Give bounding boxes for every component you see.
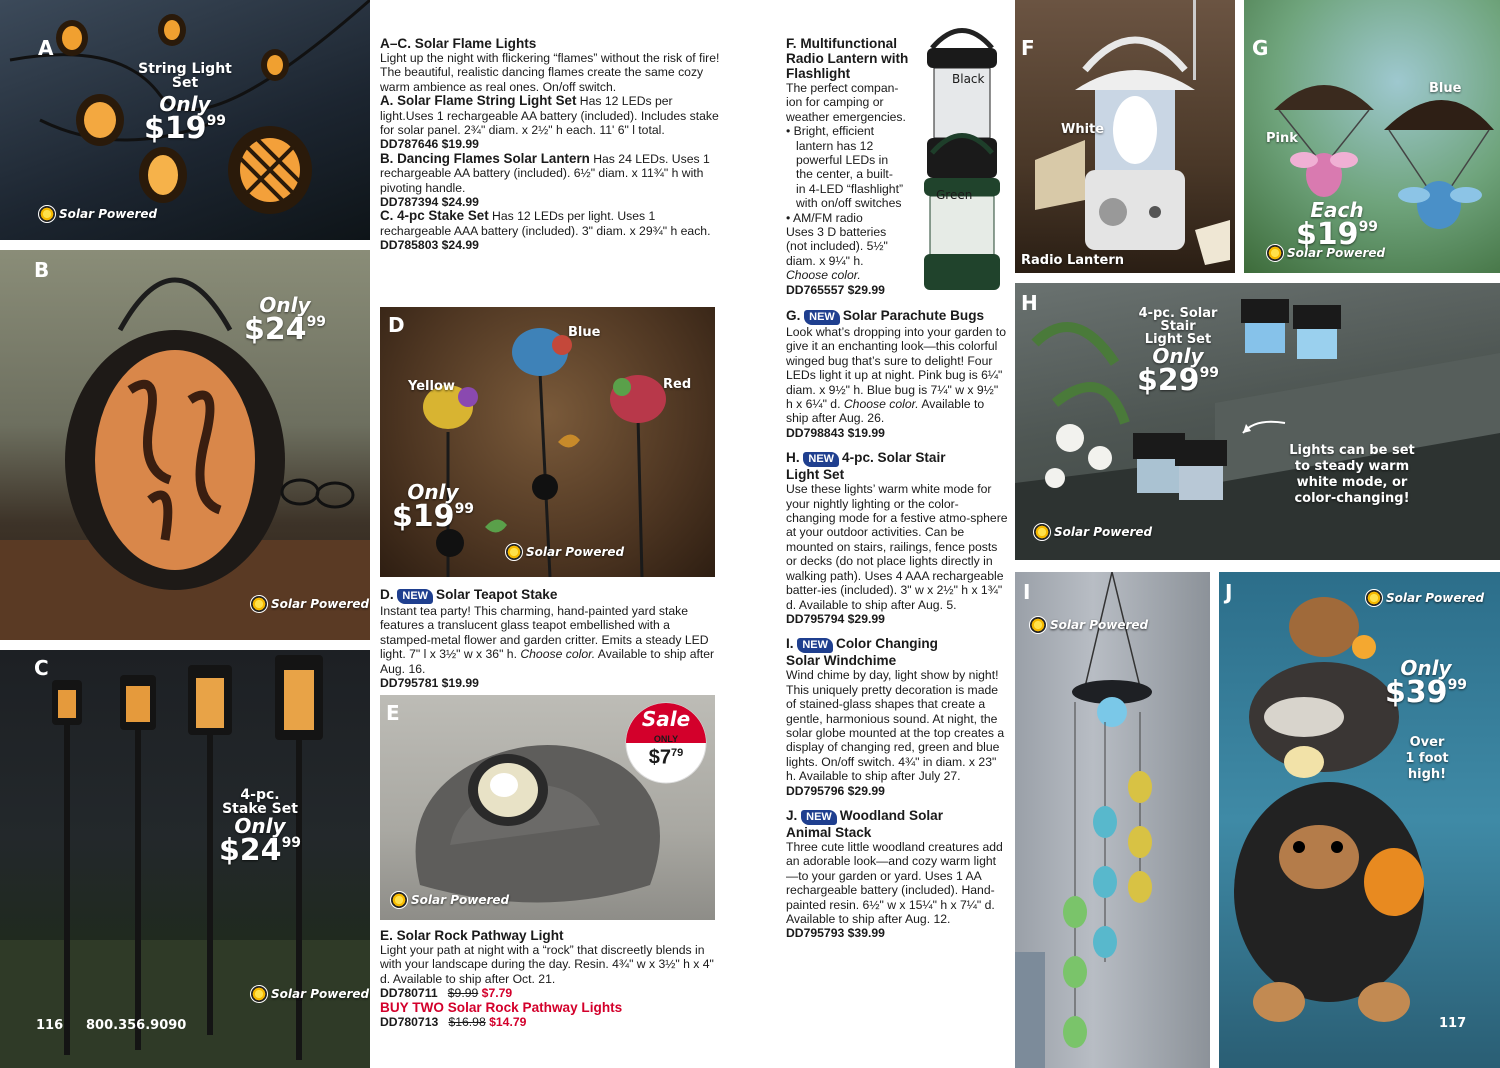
product-b-title: B. Dancing Flames Solar Lantern xyxy=(380,150,590,166)
price-cents: 99 xyxy=(454,501,475,517)
product-j-title-2: Animal Stack xyxy=(786,824,872,840)
panel-h-stair-lights xyxy=(1015,283,1500,560)
badge-label: Solar Powered xyxy=(271,597,370,611)
product-i-title-1: Color Changing xyxy=(836,636,938,652)
product-f-line: diam. x 9¼" h. xyxy=(786,253,864,268)
product-g-sku: DD798843 $19.99 xyxy=(786,425,885,440)
product-a-sku: DD787646 $19.99 xyxy=(380,137,479,152)
color-label-yellow: Yellow xyxy=(408,379,455,394)
product-h-title-row xyxy=(786,450,1008,467)
product-a-desc: Has 12 LEDs per light.Uses 1 rechargeable AA battery (included). Includes stake for solar panel. 2¾" diam. x 2½" h each. 11' 6" l total. xyxy=(380,94,719,138)
photo-caption: Radio Lantern xyxy=(1021,253,1125,268)
product-letter: H. xyxy=(786,450,800,466)
product-j-title-1: Woodland Solar xyxy=(839,807,944,823)
price-cents: 99 xyxy=(281,835,302,851)
sun-icon xyxy=(250,595,268,613)
solar-powered-badge xyxy=(250,595,369,613)
product-f-line: weather emergencies. xyxy=(786,109,906,124)
desc-text-2: Available to ship after Aug. 16. xyxy=(380,647,715,676)
product-j-title-row xyxy=(786,808,1008,825)
product-f-line: Choose color. xyxy=(786,268,861,283)
product-f-line: in 4-LED “flashlight” xyxy=(796,181,904,196)
product-g-title-row xyxy=(786,308,1008,325)
color-label-black: Black xyxy=(952,72,985,86)
sun-icon xyxy=(250,985,268,1003)
size-note xyxy=(1395,735,1459,783)
copy-block-e xyxy=(380,928,715,1029)
sale-only: ONLY xyxy=(653,734,679,744)
offer-title-line1: 4-pc. Solar Stair xyxy=(1138,306,1218,334)
product-e-sku-row xyxy=(380,986,715,1000)
lantern-colors-illustration xyxy=(912,8,1012,293)
spacer xyxy=(786,440,1008,450)
price: $24 xyxy=(243,312,307,347)
color-label-pink: Pink xyxy=(1266,131,1298,146)
sku: DD780713 xyxy=(380,1015,439,1030)
product-c xyxy=(380,209,720,238)
desc-text: Instant tea party! This charming, hand-painted yard stake features a translucent glass teapot embellished with a stamped-metal flower and garden critter. Emits a steady LED light. 7" l x 3½" w x 36" h. xyxy=(380,604,709,662)
panel-letter: A xyxy=(38,36,54,60)
product-f-line: lantern has 12 xyxy=(796,138,874,153)
panel-letter: J xyxy=(1225,580,1233,604)
product-i-title-2: Solar Windchime xyxy=(786,653,897,669)
badge-label: Solar Powered xyxy=(1287,246,1386,260)
price-cents: 99 xyxy=(1358,219,1379,235)
new-badge: NEW xyxy=(801,810,837,825)
product-f-title-2: Radio Lantern with xyxy=(786,51,909,66)
each-label: Each xyxy=(1310,198,1364,222)
product-a xyxy=(380,94,720,137)
panel-letter: G xyxy=(1252,36,1269,60)
price-callout xyxy=(240,295,330,345)
offer-title-line1: 4-pc. xyxy=(240,787,280,803)
sale-price xyxy=(626,744,706,767)
price-cents: 99 xyxy=(306,314,327,330)
panel-g-parachute-bugs xyxy=(1244,0,1500,273)
product-i-title-row xyxy=(786,636,1008,653)
product-letter: D. xyxy=(380,587,394,602)
badge-label: Solar Powered xyxy=(411,893,510,907)
product-c-desc: Has 12 LEDs per light. Uses 1 rechargeable AAA battery (included). 3" diam. x 29¾" h each. xyxy=(380,209,711,238)
only-label: Only xyxy=(159,92,211,116)
sale-price-text: $7.79 xyxy=(481,986,513,1001)
product-i-desc: Wind chime by day, light show by night! This uniquely pretty decoration is made of stained-glass shapes that create a gentle, harmonious sound. At night, the solar globe mounted at the top creates a display of changing red, green and blue lights. On/off switch. 4¾" in diam. x 23" h. Available to ship after July 27. xyxy=(786,668,1005,784)
product-h-sku: DD795794 $29.99 xyxy=(786,611,885,626)
product-e-sku2-row xyxy=(380,1015,715,1029)
price-callout xyxy=(388,482,478,532)
sku: DD780711 xyxy=(380,986,438,1001)
sun-icon xyxy=(505,543,523,561)
copy-block-g xyxy=(786,308,1008,941)
panel-letter: H xyxy=(1021,291,1038,315)
only-label: Only xyxy=(1152,344,1204,368)
price-callout xyxy=(130,62,240,144)
spacer xyxy=(786,798,1008,808)
product-j-sku: DD795793 $39.99 xyxy=(786,926,885,941)
sale-price-text: $14.79 xyxy=(489,1015,527,1030)
product-g-title: Solar Parachute Bugs xyxy=(842,308,985,323)
price: $39 xyxy=(1384,675,1448,710)
only-label: Only xyxy=(1400,656,1452,680)
product-f-sku: DD765557 $29.99 xyxy=(786,282,885,297)
price-callout xyxy=(215,788,305,866)
sun-icon xyxy=(1029,616,1047,634)
price-callout xyxy=(1272,200,1402,250)
offer-title: String Light Set xyxy=(138,61,232,91)
only-label: Only xyxy=(407,480,459,504)
sale-burst xyxy=(626,707,706,767)
offer-title-line2: Light Set xyxy=(1144,332,1212,347)
solar-powered-badge xyxy=(1365,589,1484,607)
solar-powered-badge xyxy=(38,205,157,223)
solar-powered-badge xyxy=(390,891,509,909)
sun-icon xyxy=(1266,244,1284,262)
phone-number: 800.356.9090 xyxy=(86,1018,187,1033)
price: $19 xyxy=(391,499,455,534)
size-note-line: 1 foot xyxy=(1405,751,1449,766)
desc-text: Look what’s dropping into your garden to give it an enchanting look—this colorful winged bug that’s sure to delight! Four LEDs light it up at night. Pink bug is 6¼" diam. x 9½" h. Blue bug is 7¼" w x 9½" h x 6¼" d. xyxy=(786,325,1006,412)
product-i-sku: DD795796 $29.99 xyxy=(786,783,885,798)
animal-stack-illustration xyxy=(1219,572,1500,1068)
copy-block-a-c xyxy=(380,36,720,253)
price: $24 xyxy=(218,833,282,868)
product-g-desc xyxy=(786,325,1008,426)
size-note-line: high! xyxy=(1407,767,1447,782)
only-label: Only xyxy=(234,814,286,838)
torch-stakes-illustration xyxy=(0,650,370,1068)
product-f-line: ion for camping or xyxy=(786,95,884,110)
windchime-illustration xyxy=(1015,572,1210,1068)
mode-note-line: color-changing! xyxy=(1294,491,1410,506)
section-heading: A–C. Solar Flame Lights xyxy=(380,36,537,51)
product-d-desc xyxy=(380,604,715,676)
panel-i-windchime xyxy=(1015,572,1210,1068)
panel-e-rock-light xyxy=(380,695,715,920)
panel-j-animal-stack xyxy=(1219,572,1500,1068)
radio-lantern-illustration xyxy=(1015,0,1235,273)
badge-label: Solar Powered xyxy=(1386,591,1485,605)
panel-c-stake-set xyxy=(0,650,370,1068)
price-cents: 99 xyxy=(206,113,227,129)
new-badge: NEW xyxy=(397,589,433,604)
product-f-line: with on/off switches xyxy=(796,196,902,211)
price-callout xyxy=(1123,307,1233,396)
badge-label: Solar Powered xyxy=(271,987,370,1001)
price: $19 xyxy=(143,111,207,146)
product-e-desc: Light your path at night with a “rock” that discreetly blends in with your landscape during the day. Resin. 4¾" w x 3½" h x 4" d. Available to ship after Oct. 21. xyxy=(380,943,714,986)
old-price: $16.98 xyxy=(448,1015,486,1030)
panel-letter: C xyxy=(34,656,49,680)
solar-powered-badge xyxy=(505,543,624,561)
panel-letter: D xyxy=(388,313,405,337)
size-note-line: Over xyxy=(1409,735,1445,750)
product-f-title-3: Flashlight xyxy=(786,66,851,81)
teapot-stakes-illustration xyxy=(380,307,715,577)
product-j-desc: Three cute little woodland creatures add an adorable look—and cozy warm light—to your garden or yard. Uses 1 AA rechargeable battery (included). Hand-painted resin. 6½" w x 15¼" h x 7¼" d. Available to ship after Aug. 12. xyxy=(786,839,1003,926)
choose-color-note: Choose color. xyxy=(843,397,919,412)
new-badge: NEW xyxy=(804,310,840,325)
panel-letter: F xyxy=(1021,36,1035,60)
solar-powered-badge xyxy=(1033,523,1152,541)
product-f-line: • AM/FM radio xyxy=(786,210,863,225)
product-letter: G. xyxy=(786,308,801,323)
sale-price-cents: 79 xyxy=(671,747,684,759)
panel-a-string-lights xyxy=(0,0,370,240)
color-label-blue: Blue xyxy=(1429,81,1462,96)
badge-label: Solar Powered xyxy=(526,545,625,559)
price-cents: 99 xyxy=(1199,365,1220,381)
copy-block-d xyxy=(380,587,715,690)
product-letter: J. xyxy=(786,807,798,823)
spacer xyxy=(786,626,1008,636)
mode-note-line: white mode, or xyxy=(1296,475,1408,490)
price-cents: 99 xyxy=(1447,677,1468,693)
product-f-line: powerful LEDs in xyxy=(796,153,889,168)
product-d-title-row xyxy=(380,587,715,604)
sale-price-dollars: $7 xyxy=(648,746,671,769)
solar-powered-badge xyxy=(1266,244,1385,262)
desc-text-2: Available to ship after Aug. 26. xyxy=(786,397,985,426)
color-label-white: White xyxy=(1061,122,1105,137)
product-d-title: Solar Teapot Stake xyxy=(436,587,558,602)
panel-letter: B xyxy=(34,258,50,282)
mode-note-line: to steady warm xyxy=(1294,459,1410,474)
color-label-blue: Blue xyxy=(568,325,601,340)
buy-two-offer: BUY TWO Solar Rock Pathway Lights xyxy=(380,999,623,1015)
sale-label: Sale xyxy=(641,707,691,731)
panel-b-lantern xyxy=(0,250,370,640)
product-h-desc: Use these lights’ warm white mode for your nightly lighting or the color-changing mode for a festive atmo-sphere at your outdoor activities. Can be mounted on stairs, railings, fence posts or decks (do not place lights directly in walking path). Uses 4 AAA rechargeable batter-ies (included). 3" w x 2½" h x 1¾" d. Available to ship after Aug. 5. xyxy=(786,482,1008,612)
panel-letter: I xyxy=(1023,580,1031,604)
new-badge: NEW xyxy=(803,452,839,467)
product-c-sku: DD785803 $24.99 xyxy=(380,238,479,253)
sun-icon xyxy=(390,891,408,909)
new-badge: NEW xyxy=(797,638,833,653)
section-description: Light up the night with flickering “flames” without the risk of fire! The beautiful, realistic dancing flames create the same cozy warm ambience as real ones. On/off switch. xyxy=(380,51,720,94)
mode-note-line: Lights can be set xyxy=(1289,443,1415,458)
choose-color-note: Choose color. xyxy=(520,647,596,662)
product-h-title-2: Light Set xyxy=(786,467,845,483)
product-f-title-1: F. Multifunctional xyxy=(786,36,897,51)
product-f-line: (not included). 5½" xyxy=(786,239,888,254)
product-b-sku: DD787394 $24.99 xyxy=(380,195,479,210)
f-lantern-colors-inset xyxy=(912,8,1012,293)
panel-d-teapot-stakes xyxy=(380,307,715,577)
sun-icon xyxy=(1033,523,1051,541)
product-f-line: the center, a built- xyxy=(796,167,893,182)
mode-note xyxy=(1287,443,1417,507)
product-b-desc: Has 24 LEDs. Uses 1 rechargeable AA battery (included). 6½" diam. x 11¾" h with pivoting handle. xyxy=(380,151,710,195)
product-f-line: • Bright, efficient xyxy=(786,124,875,139)
stair-lights-illustration xyxy=(1015,283,1500,560)
only-label: Only xyxy=(259,293,311,317)
sun-icon xyxy=(38,205,56,223)
product-h-title-1: 4-pc. Solar Stair xyxy=(842,450,946,466)
badge-label: Solar Powered xyxy=(1050,618,1149,632)
product-c-title: C. 4-pc Stake Set xyxy=(380,208,489,224)
badge-label: Solar Powered xyxy=(1054,525,1153,539)
product-letter: I. xyxy=(786,636,794,652)
product-f-line: Uses 3 D batteries xyxy=(786,225,887,240)
price: $29 xyxy=(1136,363,1200,398)
solar-powered-badge xyxy=(250,985,369,1003)
price-callout xyxy=(1381,658,1471,708)
offer-title-line2: Stake Set xyxy=(222,801,298,817)
color-label-green: Green xyxy=(936,188,973,202)
copy-block-f xyxy=(786,36,926,297)
product-e-title: E. Solar Rock Pathway Light xyxy=(380,928,564,943)
color-label-red: Red xyxy=(663,377,692,392)
product-f-line: The perfect compan- xyxy=(786,81,899,95)
price: $19 xyxy=(1295,217,1359,252)
panel-letter: E xyxy=(386,701,400,725)
badge-label: Solar Powered xyxy=(59,207,158,221)
page-number-right: 117 xyxy=(1439,1016,1467,1031)
product-d-sku: DD795781 $19.99 xyxy=(380,676,479,691)
old-price: $9.99 xyxy=(447,986,479,1001)
product-b xyxy=(380,152,720,195)
page-number-left: 116 xyxy=(36,1018,64,1033)
panel-f-radio-lantern xyxy=(1015,0,1235,273)
product-a-title: A. Solar Flame String Light Set xyxy=(380,93,577,109)
sun-icon xyxy=(1365,589,1383,607)
solar-powered-badge xyxy=(1029,616,1148,634)
